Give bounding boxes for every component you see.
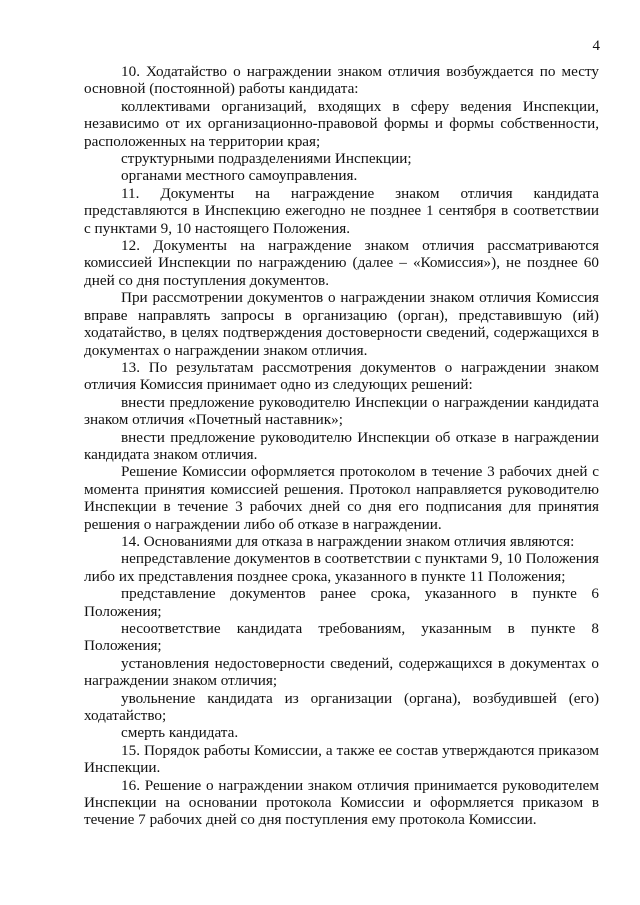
paragraph-10-item-local-gov: органами местного самоуправления.	[121, 167, 358, 185]
paragraph-13-protocol: Решение Комиссии оформляется протоколом в течение 3 рабочих дней с момента принятия комиссией решения. Протокол направляется руководителю Инспекции в течение 3 рабочих дней со дня его подписания для принятия решения о награждении либо об отказе в награждении.	[84, 463, 599, 533]
paragraph-14-item-death: смерть кандидата.	[121, 724, 239, 742]
document-body	[84, 63, 599, 829]
paragraph-10-intro: 10. Ходатайство о награждении знаком отличия возбуждается по месту основной (постоянной) работы кандидата:	[84, 63, 599, 98]
paragraph-13-option-award: внести предложение руководителю Инспекции о награждении кандидата знаком отличия «Почетный наставник»;	[84, 393, 599, 429]
paragraph-14-item-late: непредставление документов в соответствии с пунктами 9, 10 Положения либо их представления позднее срока, указанного в пункте 11 Положения;	[84, 550, 599, 585]
paragraph-11: 11. Документы на награждение знаком отличия кандидата представляются в Инспекцию ежегодно не позднее 1 сентября в соответствии с пунктами 9, 10 настоящего Положения.	[84, 184, 599, 237]
paragraph-14-item-false-info: установления недостоверности сведений, содержащихся в документах о награждении знаком отличия;	[84, 654, 599, 690]
paragraph-13-option-refuse: внести предложение руководителю Инспекции об отказе в награждении кандидата знаком отличия.	[84, 428, 599, 463]
page-number: 4	[592, 38, 600, 54]
paragraph-14-intro: 14. Основаниями для отказа в награждении знаком отличия являются:	[121, 532, 575, 550]
paragraph-15: 15. Порядок работы Комиссии, а также ее состав утверждаются приказом Инспекции.	[84, 741, 599, 777]
paragraph-12: 12. Документы на награждение знаком отличия рассматриваются комиссией Инспекции по награждению (далее – «Комиссия»), не позднее 60 дней со дня поступления документов.	[84, 237, 599, 289]
paragraph-12-requests: При рассмотрении документов о награждении знаком отличия Комиссия вправе направлять запросы в организацию (орган), представившую (ий) ходатайство, в целях подтверждения достоверности сведений, содержащихся в документах о награждении знаком отличия.	[84, 289, 599, 359]
paragraph-13-intro: 13. По результатам рассмотрения документов о награждении знаком отличия Комиссия принимает одно из следующих решений:	[84, 358, 599, 394]
paragraph-10-item-collectives: коллективами организаций, входящих в сферу ведения Инспекции, независимо от их организационно-правовой формы и формы собственности, расположенных на территории края;	[84, 97, 599, 150]
paragraph-14-item-dismissal: увольнение кандидата из организации (органа), возбудившей (его) ходатайство;	[84, 689, 599, 725]
paragraph-14-item-mismatch: несоответствие кандидата требованиям, указанным в пункте 8 Положения;	[84, 620, 599, 655]
paragraph-10-item-units: структурными подразделениями Инспекции;	[121, 150, 412, 168]
paragraph-14-item-early: представление документов ранее срока, указанного в пункте 6 Положения;	[84, 585, 599, 620]
paragraph-16: 16. Решение о награждении знаком отличия принимается руководителем Инспекции на основании протокола Комиссии и оформляется приказом в течение 7 рабочих дней со дня поступления ему протокола Комиссии.	[84, 776, 599, 829]
